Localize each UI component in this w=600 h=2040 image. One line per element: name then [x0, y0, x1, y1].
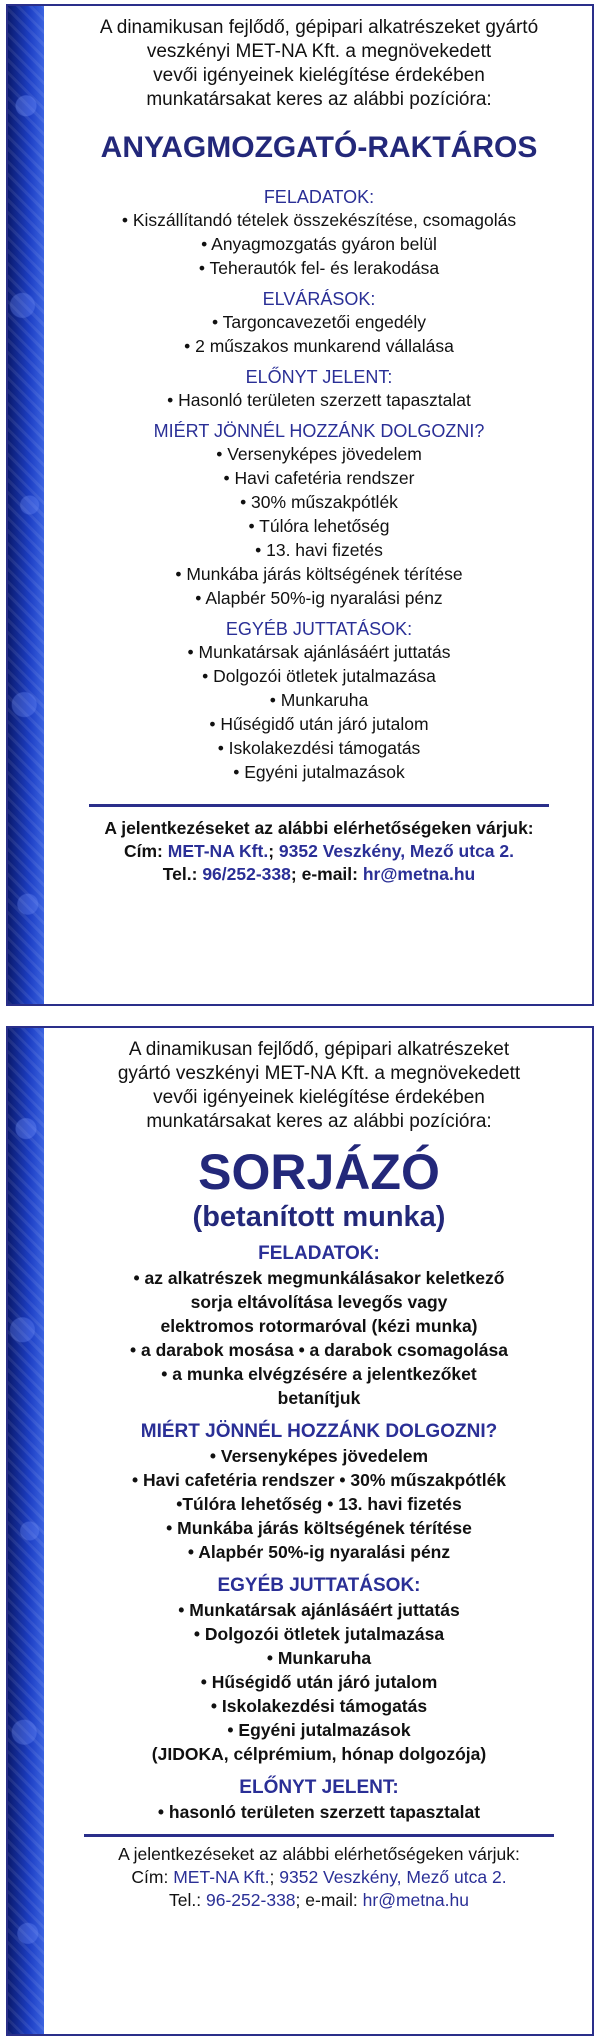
- company-name: MET-NA Kft.: [167, 841, 269, 861]
- list-item: • Havi cafetéria rendszer • 30% műszakpótlék: [131, 1470, 507, 1490]
- list-item: • Hűségidő után járó jutalom: [209, 714, 429, 734]
- email-label: ; e-mail:: [295, 1890, 363, 1910]
- divider: [89, 804, 549, 807]
- list-item: • 13. havi fizetés: [255, 540, 383, 560]
- intro-line: vevői igényeinek kielégítése érdekében: [153, 1087, 485, 1108]
- list-item: • Egyéni jutalmazások: [233, 762, 405, 782]
- contact-intro: A jelentkezéseket az alábbi elérhetőségeken várjuk:: [104, 818, 534, 838]
- list-item: • Iskolakezdési támogatás: [210, 1696, 428, 1716]
- list-item: • Teherautók fel- és lerakodása: [198, 258, 440, 278]
- list-item: • Hűségidő után járó jutalom: [200, 1672, 438, 1692]
- list-item: • Túlóra lehetőség: [248, 516, 390, 536]
- job-title: ANYAGMOZGATÓ-RAKTÁROS: [100, 131, 538, 164]
- job-ad-deburrer: [6, 1026, 594, 2036]
- list-item: • Munkaruha: [266, 1648, 372, 1668]
- list-item: • Hasonló területen szerzett tapasztalat: [167, 390, 471, 410]
- job-ad-warehouse: [6, 4, 594, 1006]
- list-item: • Havi cafetéria rendszer: [223, 468, 415, 488]
- decorative-ornament-strip: [8, 1028, 44, 2034]
- list-item: betanítjuk: [277, 1388, 361, 1408]
- intro-line: veszkényi MET-NA Kft. a megnövekedett: [146, 41, 492, 62]
- list-item: elektromos rotormaróval (kézi munka): [160, 1316, 478, 1336]
- contact-intro: A jelentkezéseket az alábbi elérhetőségeken várjuk:: [118, 1844, 520, 1864]
- list-item: • Alapbér 50%-ig nyaralási pénz: [195, 588, 443, 608]
- ad-content: [54, 16, 584, 886]
- separator: ;: [268, 841, 279, 861]
- list-item: • Egyéni jutalmazások: [227, 1720, 411, 1740]
- list-item: • a munka elvégzésére a jelentkezőket: [161, 1364, 477, 1384]
- section-heading-requirements: ELVÁRÁSOK:: [262, 289, 376, 309]
- list-item: • Targoncavezetői engedély: [211, 312, 426, 332]
- intro-line: A dinamikusan fejlődő, gépipari alkatrészeket gyártó: [99, 17, 539, 38]
- divider: [84, 1834, 554, 1837]
- section-heading-other-benefits: EGYÉB JUTTATÁSOK:: [217, 1575, 421, 1596]
- email-label: ; e-mail:: [290, 864, 363, 884]
- list-item: • Versenyképes jövedelem: [209, 1446, 429, 1466]
- intro-line: munkatársakat keres az alábbi pozícióra:: [146, 89, 492, 110]
- list-item: • Munkába járás költségének térítése: [166, 1518, 472, 1538]
- decorative-ornament-strip: [8, 6, 44, 1004]
- list-item: • Munkaruha: [269, 690, 369, 710]
- contact-address-line: [54, 1866, 584, 1889]
- intro-line: vevői igényeinek kielégítése érdekében: [153, 65, 485, 86]
- section-heading-why-us: MIÉRT JÖNNÉL HOZZÁNK DOLGOZNI?: [153, 421, 485, 441]
- phone-number: 96-252-338: [206, 1890, 296, 1910]
- list-item: sorja eltávolítása levegős vagy: [190, 1292, 448, 1312]
- job-title: SORJÁZÓ: [198, 1144, 440, 1200]
- address-label: Cím:: [131, 1867, 174, 1887]
- list-item: • Dolgozói ötletek jutalmazása: [202, 666, 436, 686]
- intro-line: A dinamikusan fejlődő, gépipari alkatrészeket: [128, 1039, 510, 1060]
- section-heading-advantage: ELŐNYT JELENT:: [245, 367, 393, 387]
- section-heading-other-benefits: EGYÉB JUTTATÁSOK:: [225, 619, 413, 639]
- phone-label: Tel.:: [169, 1890, 207, 1910]
- list-item: • Munkatársak ajánlásáért juttatás: [187, 642, 451, 662]
- contact-phone-line: [54, 863, 584, 886]
- email-address: hr@metna.hu: [362, 864, 476, 884]
- list-item: •Túlóra lehetőség • 13. havi fizetés: [176, 1494, 462, 1514]
- intro-line: gyártó veszkényi MET-NA Kft. a megnövekedett: [117, 1063, 521, 1084]
- address: 9352 Veszkény, Mező utca 2.: [279, 1867, 507, 1887]
- ad-content: [54, 1038, 584, 1912]
- list-item: • Dolgozói ötletek jutalmazása: [193, 1624, 445, 1644]
- address: 9352 Veszkény, Mező utca 2.: [278, 841, 514, 861]
- list-item: • 2 műszakos munkarend vállalása: [184, 336, 454, 356]
- address-label: Cím:: [124, 841, 168, 861]
- list-item: • Versenyképes jövedelem: [216, 444, 422, 464]
- job-subtitle: (betanított munka): [192, 1201, 446, 1233]
- intro-line: munkatársakat keres az alábbi pozícióra:: [146, 1111, 492, 1132]
- list-item: • az alkatrészek megmunkálásakor keletkező: [133, 1268, 505, 1288]
- company-name: MET-NA Kft.: [173, 1867, 270, 1887]
- separator: ;: [269, 1867, 280, 1887]
- email-address: hr@metna.hu: [362, 1890, 469, 1910]
- contact-address-line: [54, 840, 584, 863]
- section-heading-advantage: ELŐNYT JELENT:: [239, 1777, 399, 1798]
- list-item: • Munkatársak ajánlásáért juttatás: [178, 1600, 460, 1620]
- section-heading-tasks: FELADATOK:: [263, 187, 375, 207]
- list-item: • 30% műszakpótlék: [240, 492, 398, 512]
- list-item: • a darabok mosása • a darabok csomagolása: [130, 1340, 508, 1360]
- section-heading-why-us: MIÉRT JÖNNÉL HOZZÁNK DOLGOZNI?: [140, 1421, 498, 1442]
- section-heading-tasks: FELADATOK:: [258, 1243, 380, 1264]
- phone-label: Tel.:: [162, 864, 203, 884]
- list-item: • Munkába járás költségének térítése: [175, 564, 463, 584]
- list-item: • hasonló területen szerzett tapasztalat: [157, 1802, 481, 1822]
- contact-phone-line: [54, 1889, 584, 1912]
- list-item: (JIDOKA, célprémium, hónap dolgozója): [151, 1744, 487, 1764]
- list-item: • Alapbér 50%-ig nyaralási pénz: [187, 1542, 451, 1562]
- phone-number: 96/252-338: [202, 864, 291, 884]
- list-item: • Kiszállítandó tételek összekészítése, csomagolás: [121, 210, 517, 230]
- list-item: • Iskolakezdési támogatás: [217, 738, 421, 758]
- list-item: • Anyagmozgatás gyáron belül: [201, 234, 437, 254]
